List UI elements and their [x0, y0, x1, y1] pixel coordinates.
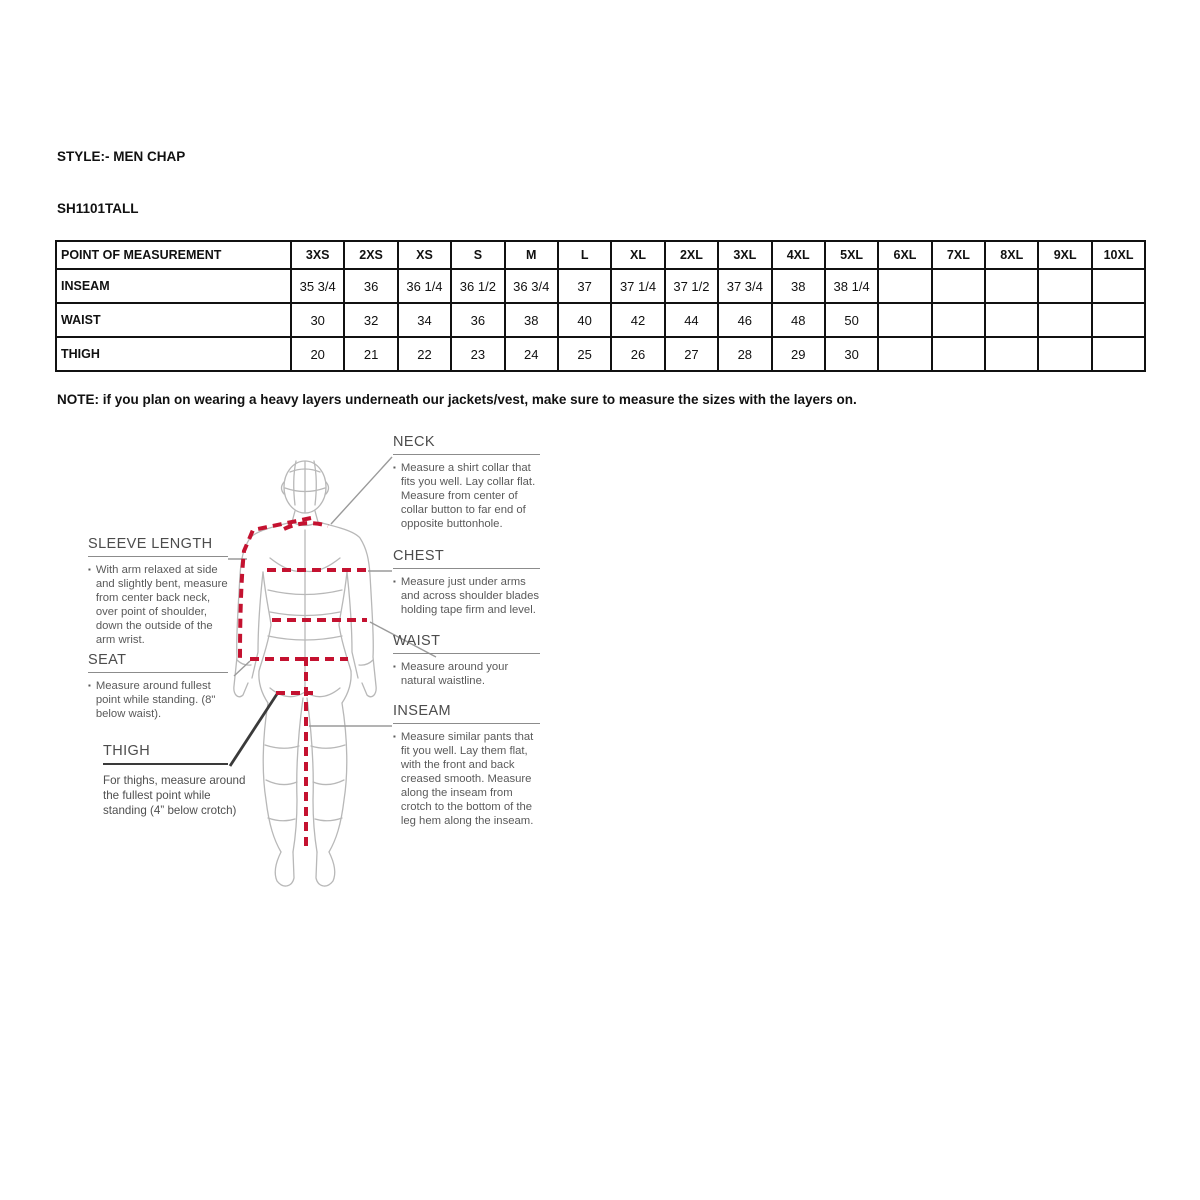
- size-column-header: 3XS: [291, 241, 344, 269]
- size-value-cell: 34: [398, 303, 451, 337]
- size-value-cell: 36: [451, 303, 504, 337]
- size-column-header: S: [451, 241, 504, 269]
- size-value-cell: [878, 337, 931, 371]
- size-value-cell: [932, 303, 985, 337]
- size-column-header: 6XL: [878, 241, 931, 269]
- table-row: [56, 269, 1145, 303]
- size-column-header: 2XS: [344, 241, 397, 269]
- size-table: [55, 240, 1146, 372]
- size-value-cell: [1092, 303, 1145, 337]
- size-value-cell: 40: [558, 303, 611, 337]
- size-column-header: 5XL: [825, 241, 878, 269]
- measurement-lines: [240, 518, 368, 850]
- guide-sleeve-length: [88, 536, 228, 647]
- size-value-cell: 20: [291, 337, 344, 371]
- size-value-cell: [1092, 337, 1145, 371]
- size-value-cell: [878, 269, 931, 303]
- size-value-cell: 22: [398, 337, 451, 371]
- size-column-header: 4XL: [772, 241, 825, 269]
- size-value-cell: [985, 269, 1038, 303]
- size-column-header: M: [505, 241, 558, 269]
- size-value-cell: 28: [718, 337, 771, 371]
- guide-waist: [393, 633, 540, 688]
- size-column-header: 8XL: [985, 241, 1038, 269]
- size-column-header: XS: [398, 241, 451, 269]
- guide-chest-title: CHEST: [393, 548, 540, 569]
- guide-chest: [393, 548, 540, 617]
- measurement-column-header: POINT OF MEASUREMENT: [56, 241, 291, 269]
- bullet-icon: ▪: [393, 577, 396, 586]
- size-value-cell: 30: [825, 337, 878, 371]
- size-value-cell: 38: [772, 269, 825, 303]
- size-value-cell: 27: [665, 337, 718, 371]
- neck-leader-line: [331, 457, 392, 524]
- size-value-cell: 37 1/2: [665, 269, 718, 303]
- bullet-icon: ▪: [88, 565, 91, 574]
- size-value-cell: 36 3/4: [505, 269, 558, 303]
- guide-neck-text: Measure a shirt collar that fits you well. Lay collar flat. Measure from center of collar button to far end of opposite buttonhole.: [400, 462, 536, 530]
- size-value-cell: 36 1/4: [398, 269, 451, 303]
- guide-inseam-title: INSEAM: [393, 703, 540, 724]
- guide-seat-title: SEAT: [88, 652, 228, 673]
- guide-inseam: [393, 703, 540, 828]
- size-value-cell: 36: [344, 269, 397, 303]
- row-label: WAIST: [56, 303, 291, 337]
- size-value-cell: 30: [291, 303, 344, 337]
- size-column-header: XL: [611, 241, 664, 269]
- size-value-cell: 37 3/4: [718, 269, 771, 303]
- size-value-cell: 37: [558, 269, 611, 303]
- size-value-cell: 48: [772, 303, 825, 337]
- guide-sleeve-length-text: With arm relaxed at side and slightly bent, measure from center back neck, over point of shoulder, down the outside of the arm wrist.: [95, 564, 228, 646]
- guide-waist-text: Measure around your natural waistline.: [400, 661, 509, 687]
- size-column-header: 7XL: [932, 241, 985, 269]
- guide-waist-title: WAIST: [393, 633, 540, 654]
- guide-thigh: [103, 743, 246, 818]
- size-value-cell: 38 1/4: [825, 269, 878, 303]
- row-label: INSEAM: [56, 269, 291, 303]
- guide-thigh-text: For thighs, measure around the fullest point while standing (4” below crotch): [103, 774, 246, 818]
- guide-seat-text: Measure around fullest point while standing. (8" below waist).: [95, 680, 216, 720]
- size-value-cell: 35 3/4: [291, 269, 344, 303]
- seat-leader-line: [234, 661, 250, 676]
- size-value-cell: 38: [505, 303, 558, 337]
- size-value-cell: 23: [451, 337, 504, 371]
- size-value-cell: 44: [665, 303, 718, 337]
- size-column-header: L: [558, 241, 611, 269]
- guide-neck: [393, 434, 540, 531]
- size-table-body: [56, 269, 1145, 371]
- bullet-icon: ▪: [393, 662, 396, 671]
- size-value-cell: 25: [558, 337, 611, 371]
- size-value-cell: 24: [505, 337, 558, 371]
- size-column-header: 10XL: [1092, 241, 1145, 269]
- size-value-cell: [1038, 303, 1091, 337]
- size-value-cell: [1038, 337, 1091, 371]
- guide-sleeve-length-title: SLEEVE LENGTH: [88, 536, 228, 557]
- guide-inseam-text: Measure similar pants that fit you well. Lay them flat, with the front and back creased smooth. Measure along the inseam from crotch to the bottom of the leg hem along the inseam.: [400, 731, 534, 827]
- guide-seat: [88, 652, 228, 721]
- neck-measure-line: [284, 523, 328, 529]
- size-value-cell: [1092, 269, 1145, 303]
- bullet-icon: ▪: [88, 681, 91, 690]
- size-column-header: 3XL: [718, 241, 771, 269]
- row-label: THIGH: [56, 337, 291, 371]
- style-code: SH1101TALL: [57, 201, 139, 216]
- table-row: [56, 337, 1145, 371]
- guide-chest-text: Measure just under arms and across shoulder blades holding tape firm and level.: [400, 576, 540, 616]
- size-value-cell: [1038, 269, 1091, 303]
- size-value-cell: 37 1/4: [611, 269, 664, 303]
- table-row: [56, 303, 1145, 337]
- size-value-cell: [932, 269, 985, 303]
- size-value-cell: 46: [718, 303, 771, 337]
- size-value-cell: 32: [344, 303, 397, 337]
- size-value-cell: 42: [611, 303, 664, 337]
- style-title: STYLE:- MEN CHAP: [57, 149, 186, 164]
- size-value-cell: 26: [611, 337, 664, 371]
- guide-neck-title: NECK: [393, 434, 540, 455]
- size-value-cell: [878, 303, 931, 337]
- bullet-icon: ▪: [393, 463, 396, 472]
- mannequin-wireframe: [234, 461, 376, 886]
- size-value-cell: [932, 337, 985, 371]
- size-value-cell: 21: [344, 337, 397, 371]
- size-value-cell: 50: [825, 303, 878, 337]
- size-value-cell: 36 1/2: [451, 269, 504, 303]
- size-value-cell: [985, 303, 1038, 337]
- size-value-cell: 29: [772, 337, 825, 371]
- bullet-icon: ▪: [393, 732, 396, 741]
- sleeve-measure-line: [240, 518, 311, 658]
- size-column-header: 2XL: [665, 241, 718, 269]
- size-value-cell: [985, 337, 1038, 371]
- size-column-header: 9XL: [1038, 241, 1091, 269]
- size-table-header-row: [56, 241, 1145, 269]
- guide-thigh-title: THIGH: [103, 743, 228, 765]
- note-text: NOTE: if you plan on wearing a heavy layers underneath our jackets/vest, make sure to measure the sizes with the layers on.: [57, 392, 857, 407]
